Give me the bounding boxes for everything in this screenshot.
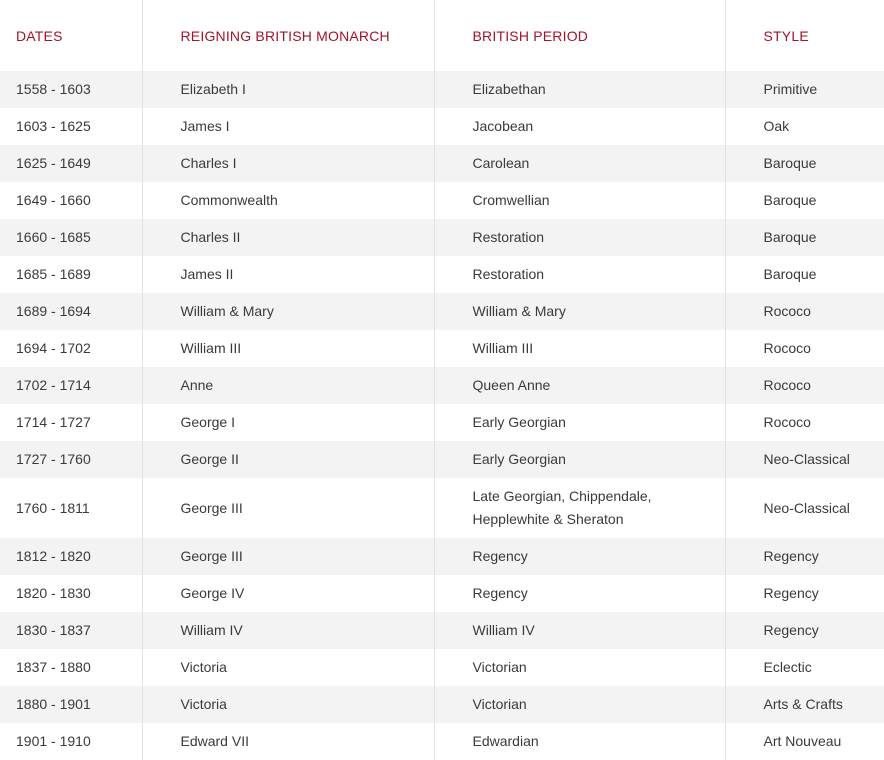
- cell-period: Victorian: [434, 686, 725, 723]
- cell-dates: 1689 - 1694: [0, 293, 142, 330]
- cell-style: Primitive: [725, 71, 884, 108]
- cell-monarch: George IV: [142, 575, 434, 612]
- cell-monarch: Victoria: [142, 686, 434, 723]
- table-row: [0, 612, 884, 649]
- table-row: [0, 686, 884, 723]
- cell-monarch: Charles II: [142, 219, 434, 256]
- table-row: [0, 182, 884, 219]
- cell-period: Restoration: [434, 256, 725, 293]
- cell-period: Regency: [434, 575, 725, 612]
- table-row: [0, 145, 884, 182]
- cell-period: William & Mary: [434, 293, 725, 330]
- cell-dates: 1625 - 1649: [0, 145, 142, 182]
- cell-dates: 1760 - 1811: [0, 478, 142, 538]
- cell-monarch: Victoria: [142, 649, 434, 686]
- cell-period: Early Georgian: [434, 441, 725, 478]
- cell-style: Rococo: [763, 414, 811, 430]
- cell-period: Queen Anne: [434, 367, 725, 404]
- cell-period: Victorian: [434, 649, 725, 686]
- cell-monarch: William IV: [142, 612, 434, 649]
- cell-period: Early Georgian: [434, 404, 725, 441]
- cell-dates: 1820 - 1830: [0, 575, 142, 612]
- cell-period: Late Georgian, Chippendale, Hepplewhite & Sheraton: [434, 478, 725, 538]
- cell-dates: 1694 - 1702: [0, 330, 142, 367]
- cell-style: Regency: [763, 585, 819, 601]
- table-row: [0, 478, 884, 538]
- cell-period: William IV: [434, 612, 725, 649]
- cell-monarch: George II: [142, 441, 434, 478]
- cell-monarch: George III: [142, 478, 434, 538]
- cell-dates: 1603 - 1625: [0, 108, 142, 145]
- cell-style: Neo-Classical: [725, 441, 884, 478]
- cell-style: Art Nouveau: [763, 733, 842, 749]
- cell-dates: 1812 - 1820: [0, 538, 142, 575]
- table-row: [0, 293, 884, 330]
- cell-style: Rococo: [763, 340, 811, 356]
- cell-monarch: Anne: [142, 367, 434, 404]
- cell-style: Regency: [725, 612, 884, 649]
- cell-period: Elizabethan: [434, 71, 725, 108]
- cell-period: William III: [434, 330, 725, 367]
- cell-monarch: James II: [142, 256, 434, 293]
- cell-style: Oak: [763, 118, 790, 134]
- table-row: [0, 723, 884, 760]
- cell-dates: 1702 - 1714: [0, 367, 142, 404]
- cell-dates: 1558 - 1603: [0, 71, 142, 108]
- cell-period: Restoration: [434, 219, 725, 256]
- table-row: [0, 367, 884, 404]
- cell-dates: 1830 - 1837: [0, 612, 142, 649]
- cell-style: Eclectic: [763, 659, 812, 675]
- cell-monarch: Edward VII: [142, 723, 434, 760]
- cell-dates: 1714 - 1727: [0, 404, 142, 441]
- table-row: [0, 538, 884, 575]
- cell-period: Regency: [434, 538, 725, 575]
- table-row: [0, 441, 884, 478]
- header-period: BRITISH PERIOD: [434, 0, 725, 71]
- cell-period: Carolean: [434, 145, 725, 182]
- table-row: [0, 330, 884, 367]
- cell-monarch: William III: [142, 330, 434, 367]
- cell-monarch: Elizabeth I: [142, 71, 434, 108]
- table-row: [0, 404, 884, 441]
- table-row: [0, 219, 884, 256]
- cell-dates: 1837 - 1880: [0, 649, 142, 686]
- cell-style: Baroque: [763, 192, 817, 208]
- table-body: [0, 71, 884, 760]
- table-row: [0, 649, 884, 686]
- cell-style: Baroque: [763, 266, 817, 282]
- table-row: [0, 256, 884, 293]
- header-style: STYLE: [763, 27, 809, 44]
- cell-monarch: Commonwealth: [142, 182, 434, 219]
- cell-dates: 1685 - 1689: [0, 256, 142, 293]
- header-row: [0, 0, 884, 71]
- table-row: [0, 71, 884, 108]
- cell-period: Cromwellian: [434, 182, 725, 219]
- table-row: [0, 575, 884, 612]
- cell-style: Arts & Crafts: [725, 686, 884, 723]
- cell-monarch: George III: [142, 538, 434, 575]
- header-dates: DATES: [0, 0, 142, 71]
- cell-style: Rococo: [725, 367, 884, 404]
- cell-style: Neo-Classical: [763, 499, 850, 516]
- cell-period: Edwardian: [434, 723, 725, 760]
- cell-style: Baroque: [725, 145, 884, 182]
- cell-style: Rococo: [725, 293, 884, 330]
- cell-dates: 1901 - 1910: [0, 723, 142, 760]
- cell-monarch: Charles I: [142, 145, 434, 182]
- cell-dates: 1660 - 1685: [0, 219, 142, 256]
- cell-monarch: William & Mary: [142, 293, 434, 330]
- cell-dates: 1880 - 1901: [0, 686, 142, 723]
- cell-monarch: James I: [142, 108, 434, 145]
- cell-style: Regency: [725, 538, 884, 575]
- cell-dates: 1727 - 1760: [0, 441, 142, 478]
- cell-period: Jacobean: [434, 108, 725, 145]
- cell-dates: 1649 - 1660: [0, 182, 142, 219]
- cell-style: Baroque: [725, 219, 884, 256]
- table-row: [0, 108, 884, 145]
- header-monarch: REIGNING BRITISH MONARCH: [142, 0, 434, 71]
- cell-monarch: George I: [142, 404, 434, 441]
